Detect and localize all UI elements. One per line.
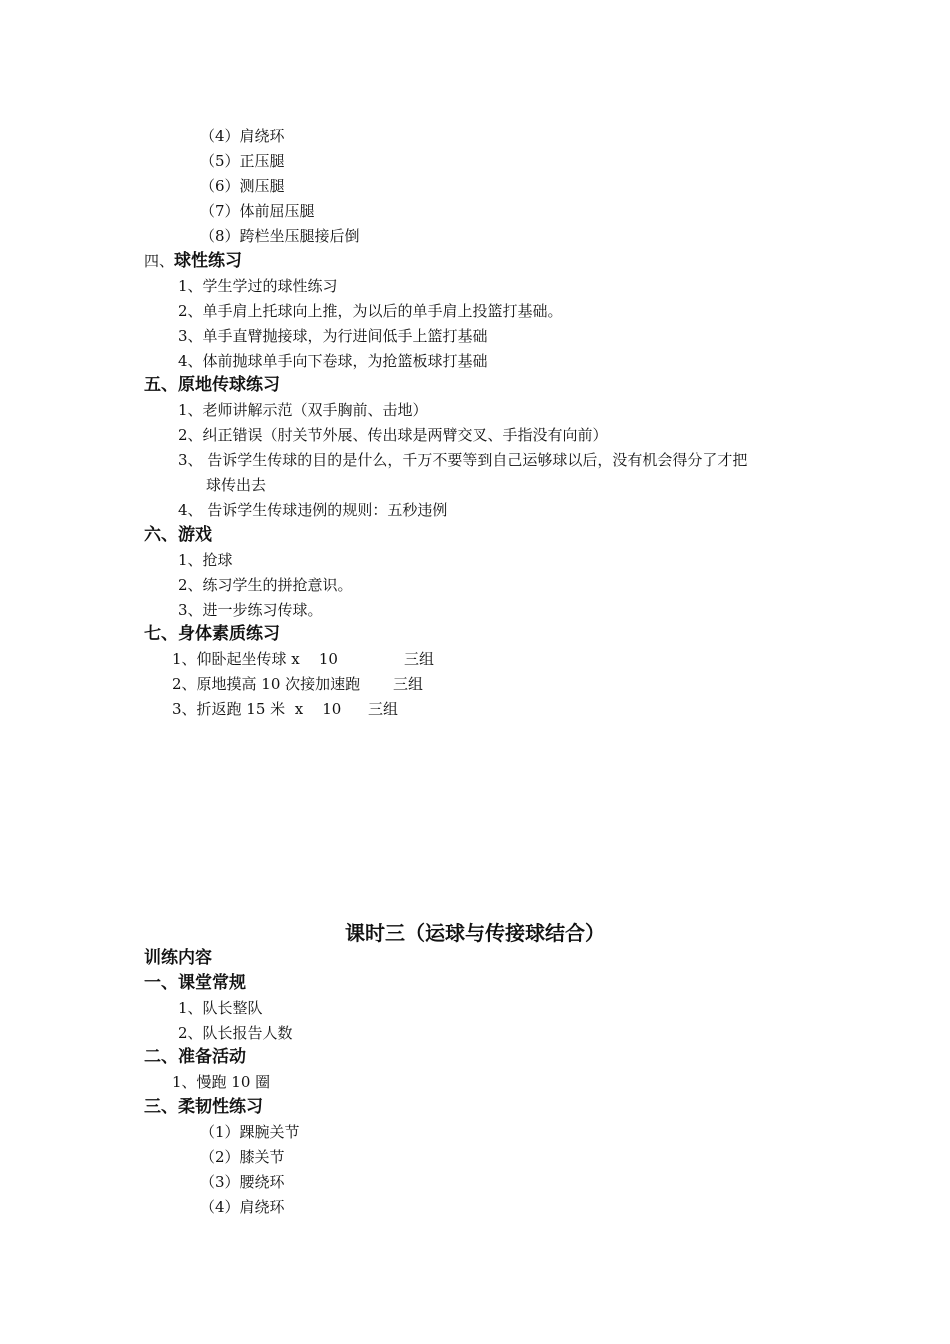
list-item: 3、单手直臂抛接球，为行进间低手上篮打基础 <box>178 327 488 345</box>
list-item-continuation: 球传出去 <box>206 476 267 494</box>
list-item: 3、进一步练习传球。 <box>178 601 323 619</box>
sets-count: 三组 <box>393 675 424 693</box>
list-item: 4、体前抛球单手向下卷球，为抢篮板球打基础 <box>178 352 488 370</box>
section-heading-6: 六、游戏 <box>144 525 212 545</box>
section-heading-1: 一、课堂常规 <box>144 973 246 993</box>
sets-count: 三组 <box>404 650 435 668</box>
list-item: （6）测压腿 <box>200 177 285 195</box>
section-heading-5: 五、原地传球练习 <box>144 375 280 395</box>
list-item: 2、纠正错误（肘关节外展、传出球是两臂交叉、手指没有向前） <box>178 426 608 444</box>
list-item: 3、 告诉学生传球的目的是什么，千万不要等到自己运够球以后，没有机会得分了才把 <box>178 451 748 469</box>
list-item: （7）体前屈压腿 <box>200 202 315 220</box>
list-item: （4）肩绕环 <box>200 1198 285 1216</box>
list-item: （8）跨栏坐压腿接后倒 <box>200 227 360 245</box>
section-title: 球性练习 <box>174 251 243 271</box>
list-item: 1、队长整队 <box>178 999 263 1017</box>
content-label: 训练内容 <box>144 948 212 968</box>
section-number: 四、 <box>144 252 175 270</box>
list-item: 1、抢球 <box>178 551 233 569</box>
section-heading-7: 七、身体素质练习 <box>144 624 280 644</box>
section-heading-3: 三、柔韧性练习 <box>144 1097 263 1117</box>
list-item: 2、原地摸高 10 次接加速跑 <box>172 675 361 693</box>
list-item: （3）腰绕环 <box>200 1173 285 1191</box>
section-heading-4 <box>144 251 242 271</box>
list-item: （2）膝关节 <box>200 1148 285 1166</box>
list-item: 4、 告诉学生传球违例的规则：五秒违例 <box>178 501 448 519</box>
sets-count: 三组 <box>368 700 399 718</box>
list-item: 2、练习学生的拼抢意识。 <box>178 576 353 594</box>
list-item: （5）正压腿 <box>200 152 285 170</box>
page-title: 课时三（运球与传接球结合） <box>345 921 605 945</box>
list-item: 1、老师讲解示范（双手胸前、击地） <box>178 401 428 419</box>
list-item: 1、仰卧起坐传球 x 10 <box>172 650 338 668</box>
list-item: 2、单手肩上托球向上推，为以后的单手肩上投篮打基础。 <box>178 302 563 320</box>
list-item: （4）肩绕环 <box>200 127 285 145</box>
list-item: 3、折返跑 15 米 x 10 <box>172 700 342 718</box>
list-item: 2、队长报告人数 <box>178 1024 293 1042</box>
list-item: 1、学生学过的球性练习 <box>178 277 338 295</box>
list-item: （1）踝腕关节 <box>200 1123 300 1141</box>
section-heading-2: 二、准备活动 <box>144 1047 246 1067</box>
list-item: 1、慢跑 10 圈 <box>172 1073 271 1091</box>
